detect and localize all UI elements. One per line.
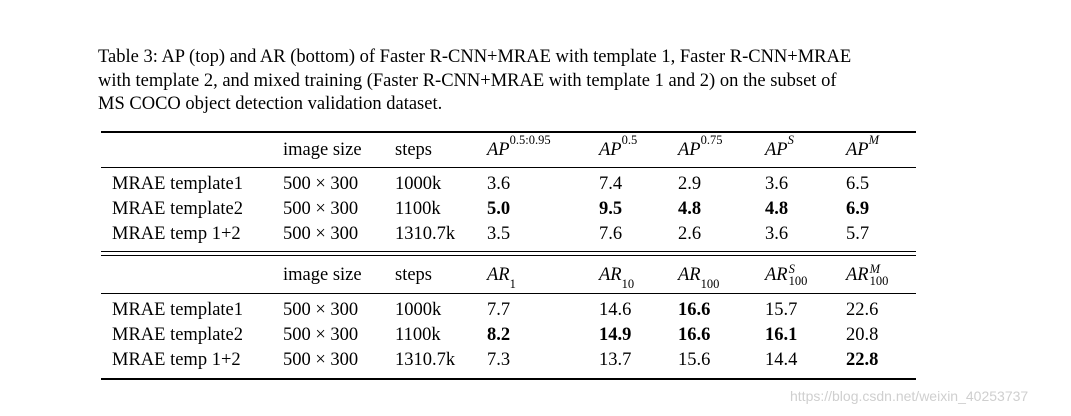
- caption-line-3: MS COCO object detection validation dataset.: [98, 94, 443, 114]
- table-cell-best: 16.1: [765, 325, 798, 345]
- row-label: MRAE template2: [112, 325, 244, 345]
- table-cell-best: 8.2: [487, 325, 511, 345]
- header-steps: steps: [395, 265, 432, 285]
- table-cell: 14.4: [765, 350, 798, 370]
- header-ar-100: $AR_{100}$: [678, 265, 720, 291]
- table-cell-best: 6.9: [846, 199, 870, 219]
- watermark: https://blog.csdn.net/weixin_40253737: [790, 388, 1029, 404]
- section-rule-lower: [101, 255, 916, 256]
- row-image-size: 500 × 300: [283, 300, 359, 320]
- row-label: MRAE temp 1+2: [112, 224, 241, 244]
- table-cell: 5.7: [846, 224, 870, 244]
- table-row: [101, 197, 916, 222]
- header-ar-100-s: AR S 100: [765, 262, 808, 288]
- header-image-size: image size: [283, 140, 362, 160]
- row-image-size: 500 × 300: [283, 174, 359, 194]
- row-steps: 1100k: [395, 199, 441, 219]
- table-cell: 7.6: [599, 224, 623, 244]
- table-cell: 3.6: [765, 174, 789, 194]
- row-label: MRAE temp 1+2: [112, 350, 241, 370]
- table-cell: 3.6: [487, 174, 511, 194]
- header-ap-50-95: $AP^{0.5:0.95}$: [487, 132, 551, 160]
- table-cell: 7.7: [487, 300, 511, 320]
- table-row: [101, 298, 916, 323]
- row-image-size: 500 × 300: [283, 224, 359, 244]
- results-table: [101, 131, 916, 380]
- section-rule-upper: [101, 251, 916, 252]
- row-steps: 1000k: [395, 174, 442, 194]
- table-cell: 6.5: [846, 174, 870, 194]
- header-rule-top: [101, 167, 916, 168]
- caption-line-2: with template 2, and mixed training (Faster R-CNN+MRAE with template 1 and 2) on the subset of: [98, 70, 837, 91]
- row-image-size: 500 × 300: [283, 325, 359, 345]
- bottom-rule: [101, 378, 916, 380]
- table-cell-best: 9.5: [599, 199, 623, 219]
- row-image-size: 500 × 300: [283, 199, 359, 219]
- row-steps: 1000k: [395, 300, 442, 320]
- table-cell: 3.6: [765, 224, 789, 244]
- row-steps: 1310.7k: [395, 224, 456, 244]
- row-steps: 1310.7k: [395, 350, 456, 370]
- ap-header-row: [101, 132, 916, 163]
- ar-header-row: [101, 262, 916, 291]
- row-label: MRAE template1: [112, 300, 244, 320]
- table-cell: 7.4: [599, 174, 623, 194]
- table-cell: 2.6: [678, 224, 702, 244]
- row-label: MRAE template2: [112, 199, 244, 219]
- header-ap-75: $AP^{0.75}$: [678, 132, 723, 160]
- table-cell: 7.3: [487, 350, 511, 370]
- table-cell-best: 22.8: [846, 350, 879, 370]
- table-cell-best: 4.8: [765, 199, 789, 219]
- header-ar-10: $AR_{10}$: [599, 265, 635, 291]
- table-cell-best: 16.6: [678, 300, 711, 320]
- table-cell-best: 16.6: [678, 325, 711, 345]
- header-ar-100-m: AR M 100: [846, 262, 889, 288]
- header-steps: steps: [395, 140, 432, 160]
- table-cell: 15.6: [678, 350, 711, 370]
- table-caption: [98, 46, 928, 117]
- table-row: [101, 222, 916, 247]
- caption-line-1: Table 3: AP (top) and AR (bottom) of Faster R-CNN+MRAE with template 1, Faster R-CNN+MRAE: [98, 47, 852, 67]
- header-rule-bottom: [101, 293, 916, 294]
- table-cell: 22.6: [846, 300, 879, 320]
- table-cell: 20.8: [846, 325, 879, 345]
- table-cell: 2.9: [678, 174, 702, 194]
- table-cell: 15.7: [765, 300, 798, 320]
- row-label: MRAE template1: [112, 174, 244, 194]
- table-cell: 13.7: [599, 350, 632, 370]
- header-ar-1: $AR_1$: [487, 265, 516, 291]
- header-image-size: image size: [283, 265, 362, 285]
- table-cell-best: 4.8: [678, 199, 702, 219]
- table-row: [101, 323, 916, 348]
- table-row: [101, 348, 916, 373]
- header-ap-s: $AP^S$: [765, 132, 794, 160]
- row-image-size: 500 × 300: [283, 350, 359, 370]
- table-row: [101, 172, 916, 197]
- table-cell-best: 5.0: [487, 199, 511, 219]
- table-cell-best: 14.9: [599, 325, 632, 345]
- header-ap-50: $AP^{0.5}$: [599, 132, 638, 160]
- table-cell: 3.5: [487, 224, 511, 244]
- row-steps: 1100k: [395, 325, 441, 345]
- table-cell: 14.6: [599, 300, 632, 320]
- header-ap-m: $AP^M$: [846, 132, 880, 160]
